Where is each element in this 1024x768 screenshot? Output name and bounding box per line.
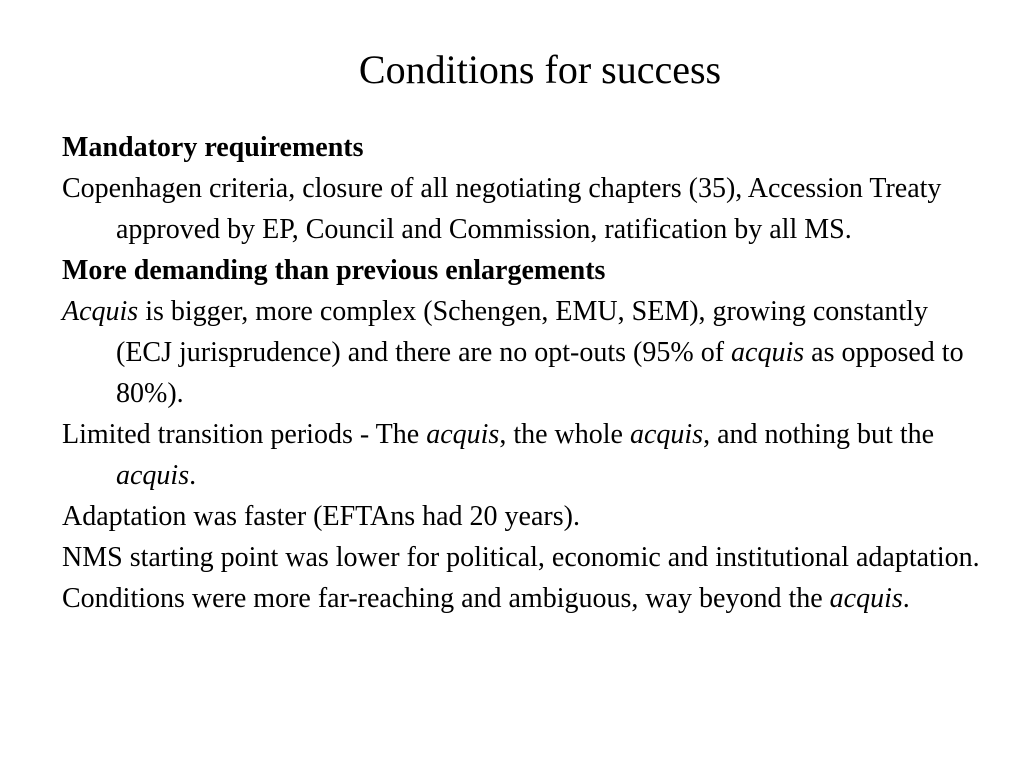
slide-body	[62, 127, 982, 619]
paragraph-copenhagen-criteria: Copenhagen criteria, closure of all negotiating chapters (35), Accession Treaty approved by EP, Council and Commission, ratification by all MS.	[62, 173, 942, 245]
text-run: as opposed to 80%).	[116, 337, 964, 409]
text-run: .	[902, 583, 910, 614]
paragraph-adaptation-faster: Adaptation was faster (EFTAns had 20 years).	[62, 501, 580, 532]
slide-title: Conditions for success	[358, 47, 722, 92]
text-run: is bigger, more complex (Schengen, EMU, SEM), growing constantly (ECJ jurisprudence) and there are no opt-outs (95% of	[116, 296, 928, 368]
italic-term: acquis	[829, 583, 903, 614]
italic-term: acquis	[116, 460, 190, 491]
text-run: , the whole	[499, 419, 630, 450]
italic-term: acquis	[731, 337, 805, 368]
paragraph-conditions-far-reaching	[62, 578, 982, 619]
paragraph-acquis-bigger	[62, 291, 982, 414]
italic-term: acquis	[629, 419, 704, 450]
text-run: Limited transition periods - The	[62, 419, 427, 450]
text-run: , and nothing but the	[703, 419, 935, 450]
paragraph-limited-transition	[62, 414, 982, 496]
heading-more-demanding: More demanding than previous enlargements	[62, 255, 606, 286]
text-run: .	[189, 460, 197, 491]
italic-term: Acquis	[62, 296, 139, 327]
italic-term: acquis	[426, 419, 500, 450]
heading-mandatory-requirements: Mandatory requirements	[62, 132, 364, 163]
paragraph-nms-starting-point: NMS starting point was lower for political, economic and institutional adaptation.	[62, 542, 980, 573]
text-run: Conditions were more far-reaching and ambiguous, way beyond the	[62, 583, 830, 614]
